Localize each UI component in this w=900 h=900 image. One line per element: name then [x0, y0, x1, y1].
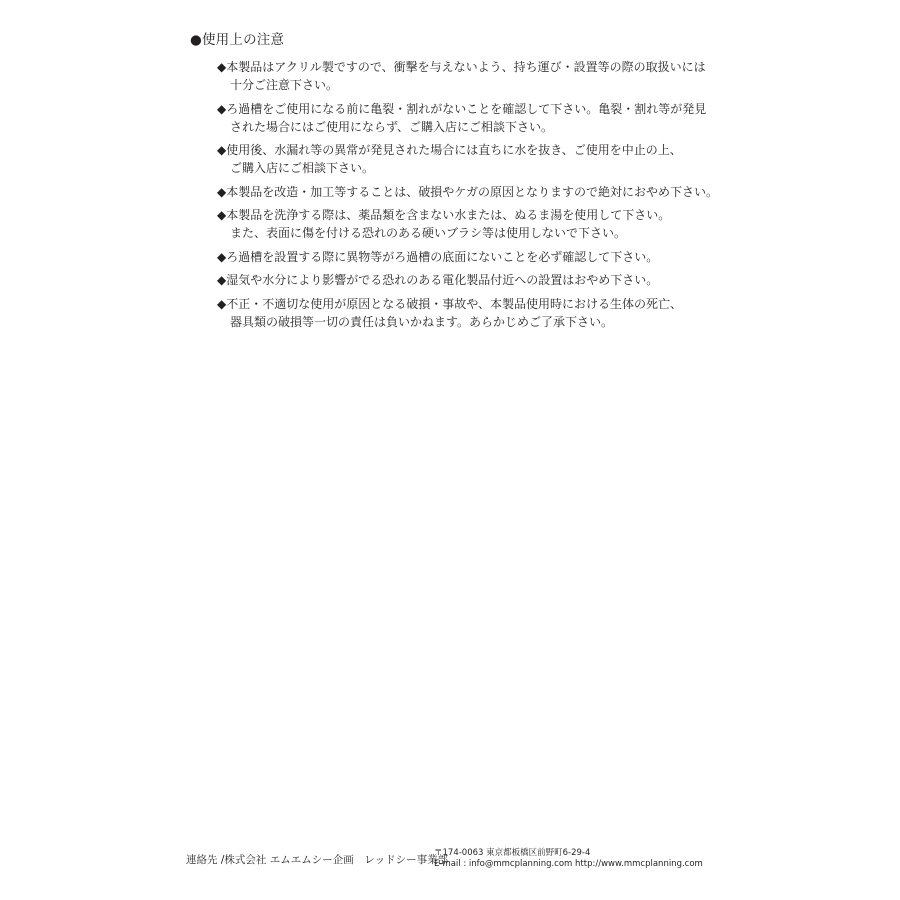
notice-line: 十分ご注意下さい。	[230, 78, 339, 92]
notice-item	[217, 295, 737, 331]
notice-line: ◆本製品を改造・加工等することは、破損やケガの原因となりますので絶対におやめ下さい。	[217, 184, 718, 199]
notice-item	[217, 183, 737, 201]
notice-line: また、表面に傷を付ける恐れのある硬いブラシ等は使用しないで下さい。	[230, 226, 627, 240]
notice-list	[217, 58, 737, 336]
notice-line: ◆本製品を洗浄する際は、薬品類を含まない水または、ぬるま湯を使用して下さい。	[217, 208, 671, 222]
notice-item	[217, 206, 737, 242]
notice-line: ご購入店にご相談下さい。	[230, 161, 375, 175]
notice-line: ◆湿気や水分により影響がでる恐れのある電化製品付近への設置はおやめ下さい。	[217, 273, 659, 287]
footer-company: 連絡先 /株式会社 エムエムシー企画 レッドシー事業部	[186, 854, 449, 866]
notice-line: ◆不正・不適切な使用が原因となる破損・事故や、本製品使用時における生体の死亡、	[217, 296, 682, 311]
footer-address: 〒174-0063 東京都板橋区前野町6-29-4	[434, 848, 591, 858]
notice-item	[217, 100, 737, 136]
notice-item	[217, 248, 737, 266]
notice-line: ◆本製品はアクリル製ですので、衝撃を与えないよう、持ち運び・設置等の際の取扱いには	[217, 60, 706, 74]
notice-item	[217, 58, 737, 94]
notice-line: ◆ろ過槽を設置する際に異物等がろ過槽の底面にないことを必ず確認して下さい。	[217, 249, 659, 264]
section-title: ●使用上の注意	[190, 32, 285, 48]
notice-line: ◆ろ過槽をご使用になる前に亀裂・割れがないことを確認して下さい。亀裂・割れ等が発見	[217, 101, 707, 116]
notice-line: された場合にはご使用にならず、ご購入店にご相談下さい。	[230, 119, 554, 134]
footer-contact: E-mail : info@mmcplanning.com http://www.mmcplanning.com	[434, 859, 703, 869]
notice-line: 器具類の破損等一切の責任は負いかねます。あらかじめご了承下さい。	[230, 314, 614, 329]
notice-line: ◆使用後、水漏れ等の異常が発見された場合には直ちに水を抜き、ご使用を中止の上、	[217, 143, 682, 157]
notice-item	[217, 271, 737, 289]
notice-item	[217, 141, 737, 177]
